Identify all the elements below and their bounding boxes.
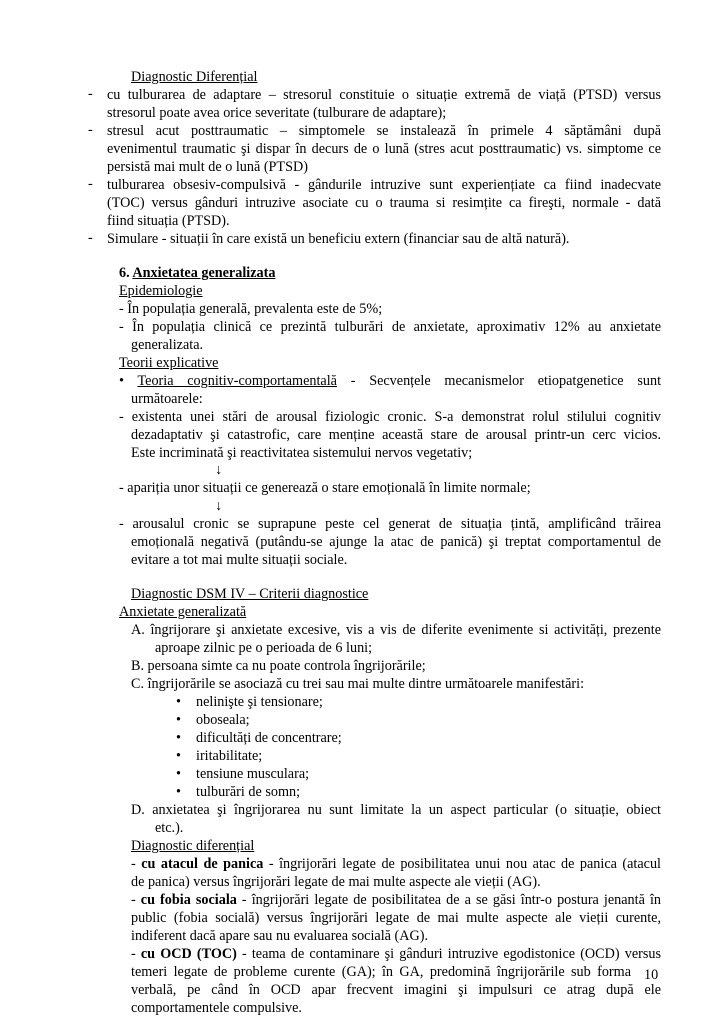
epidemiologie-line3: generalizata.	[131, 337, 204, 353]
dd2-p2-bold: cu fobia sociala	[140, 892, 237, 908]
dd1-item3-line2: (TOC) versus gânduri intruzive asociate cu o trauma si resimțite ca fireşti, normale - dată	[107, 195, 661, 211]
page-number: 10	[644, 967, 659, 983]
dd2-p3-line4: comportamentele compulsive.	[131, 1000, 302, 1016]
dsm-D1: D. anxietatea şi îngrijorarea nu sunt limitate la un aspect particular (o situație, obiect	[131, 802, 661, 818]
bullet-icon: •	[176, 784, 181, 800]
bullet-icon: •	[176, 748, 181, 764]
down-arrow-icon: ↓	[215, 462, 223, 478]
dd2-p1-line2: de panica) versus îngrijorări legate de mai multe aspecte ale vieții (AG).	[131, 874, 541, 890]
dd1-item1-line2: stresorul poate avea orice severitate (tulburare de adaptare);	[107, 105, 447, 121]
dd2-p1-line1	[131, 855, 661, 873]
epidemiologie-line1: - În populația generală, prevalenta este de 5%;	[119, 301, 383, 317]
manifestare-item: tulburări de somn;	[196, 784, 301, 800]
dd1-title: Diagnostic Diferențial	[131, 69, 258, 85]
bullet-icon: •	[176, 712, 181, 728]
bullet-icon: •	[176, 730, 181, 746]
teorii-line2: următoarele:	[131, 391, 203, 407]
manifestare-item: iritabilitate;	[196, 748, 263, 764]
dd1-item3-line1: tulburarea obsesiv-compulsivă - gândurile intruzive sunt experiențiate ca fiind inadecvate	[107, 177, 661, 193]
dsm-heading: Diagnostic DSM IV – Criterii diagnostice	[131, 586, 369, 602]
bullet-icon: •	[176, 694, 181, 710]
down-arrow-icon: ↓	[215, 498, 223, 514]
dsm-A1: A. îngrijorare şi anxietate excesive, vis a vis de diferite evenimente si activități, prezente	[131, 622, 661, 638]
dd2-p3-line3: verbală, pe când în OCD apar frecvent imagini şi impulsuri ce atrag după ele	[131, 982, 661, 998]
dsm-D2: etc.).	[155, 820, 184, 836]
epidemiologie-heading: Epidemiologie	[119, 283, 203, 299]
teorii-c3: evitare a tot mai multe situații sociale.	[131, 552, 348, 568]
bullet-icon: •	[176, 766, 181, 782]
dd1-item4-line1: Simulare - situații în care există un beneficiu extern (financiar sau de altă natură).	[107, 231, 570, 247]
teorii-a2: dezadaptativ şi catastrofic, care menține această stare de arousal printr-un cerc vicios.	[131, 427, 661, 443]
list-dash: -	[88, 122, 93, 138]
dd1-item3-line3: fiind situația (PTSD).	[107, 213, 230, 229]
dsm-A2: aproape zilnic pe o perioada de 6 luni;	[155, 640, 373, 656]
manifestare-item: dificultăți de concentrare;	[196, 730, 342, 746]
section6-title: Anxietatea generalizata	[132, 265, 276, 281]
manifestare-item: oboseala;	[196, 712, 250, 728]
dd2-p3-dash: -	[131, 946, 141, 962]
dd2-p3-line1	[131, 945, 661, 963]
dd1-item2-line2: evenimentul traumatic şi dispar în decurs de o lună (stres acut posttraumatic) vs. simptome ce	[107, 141, 661, 157]
manifestare-item: nelinişte şi tensionare;	[196, 694, 323, 710]
teorii-tcc: Teoria cognitiv-comportamentală	[137, 373, 337, 389]
list-dash: -	[88, 176, 93, 192]
manifestare-item: tensiune musculara;	[196, 766, 310, 782]
teorii-heading: Teorii explicative	[119, 355, 219, 371]
teorii-c2: emoțională negativă (putându-se ajunge la atac de panică) şi treptat comportamentul de	[131, 534, 661, 550]
dd2-heading: Diagnostic diferențial	[131, 838, 255, 854]
teorii-tcc-line	[119, 372, 661, 390]
dsm-B: B. persoana simte ca nu poate controla îngrijorările;	[131, 658, 426, 674]
teorii-a3: Este incriminată şi reactivitatea sistemului nervos vegetativ;	[131, 445, 473, 461]
dd1-item2-line3: persistă mai mult de o lună (PTSD)	[107, 159, 308, 175]
dd2-p2-line1	[131, 891, 661, 909]
teorii-a1: - existenta unei stări de arousal fiziologic cronic. S-a demonstrat rolul stilului cognitiv	[119, 409, 661, 425]
dd2-p2-line2: public (fobia socială) versus îngrijorări legate de mai multe aspecte ale vieții curente,	[131, 910, 661, 926]
dd2-p3-bold: cu OCD (TOC)	[140, 946, 237, 962]
teorii-c1: - arousalul cronic se suprapune peste cel generat de situația țintă, amplificând trăirea	[119, 516, 661, 532]
list-dash: -	[88, 86, 93, 102]
dd2-p2-line3: indiferent dacă apare sau nu evaluarea socială (AG).	[131, 928, 428, 944]
teorii-bullet: •	[119, 373, 124, 389]
dd2-p1-rest: - îngrijorări legate de posibilitatea unui nou atac de panica (atacul	[263, 856, 662, 872]
dd2-p1-bold: cu atacul de panica	[141, 856, 264, 872]
teorii-tcc-rest: - Secvențele mecanismelor etiopatgenetice sunt	[336, 373, 662, 389]
section6-number: 6	[119, 265, 127, 281]
dd2-p1-dash: -	[131, 856, 142, 872]
dsm-C: C. îngrijorările se asociază cu trei sau mai multe dintre următoarele manifestări:	[131, 676, 585, 692]
dd2-p2-rest: - îngrijorări legate de posibilitatea de a se găsi într-o postura jenantă în	[236, 892, 661, 908]
dd2-p3-rest: - teama de contaminare şi gânduri intruzive egodistonice (OCD) versus	[236, 946, 661, 962]
dd1-item2-line1: stresul acut posttraumatic – simptomele se instalează în primele 4 săptămâni după	[107, 123, 661, 139]
section6-heading	[119, 264, 275, 282]
dsm-subheading: Anxietate generalizată	[119, 604, 247, 620]
epidemiologie-line2: - În populația clinică ce prezintă tulburări de anxietate, aproximativ 12% au anxietate	[119, 319, 661, 335]
section6-dot: .	[126, 265, 133, 281]
dd2-p3-line2: temeri legate de probleme curente (GA); în GA, predomină îngrijorările sub forma	[131, 964, 631, 980]
teorii-b1: - apariția unor situații ce generează o stare emoțională în limite normale;	[119, 480, 531, 496]
dd1-item1-line1: cu tulburarea de adaptare – stresorul constituie o situație extremă de viață (PTSD) versus	[107, 87, 661, 103]
list-dash: -	[88, 230, 93, 246]
dd2-p2-dash: -	[131, 892, 141, 908]
